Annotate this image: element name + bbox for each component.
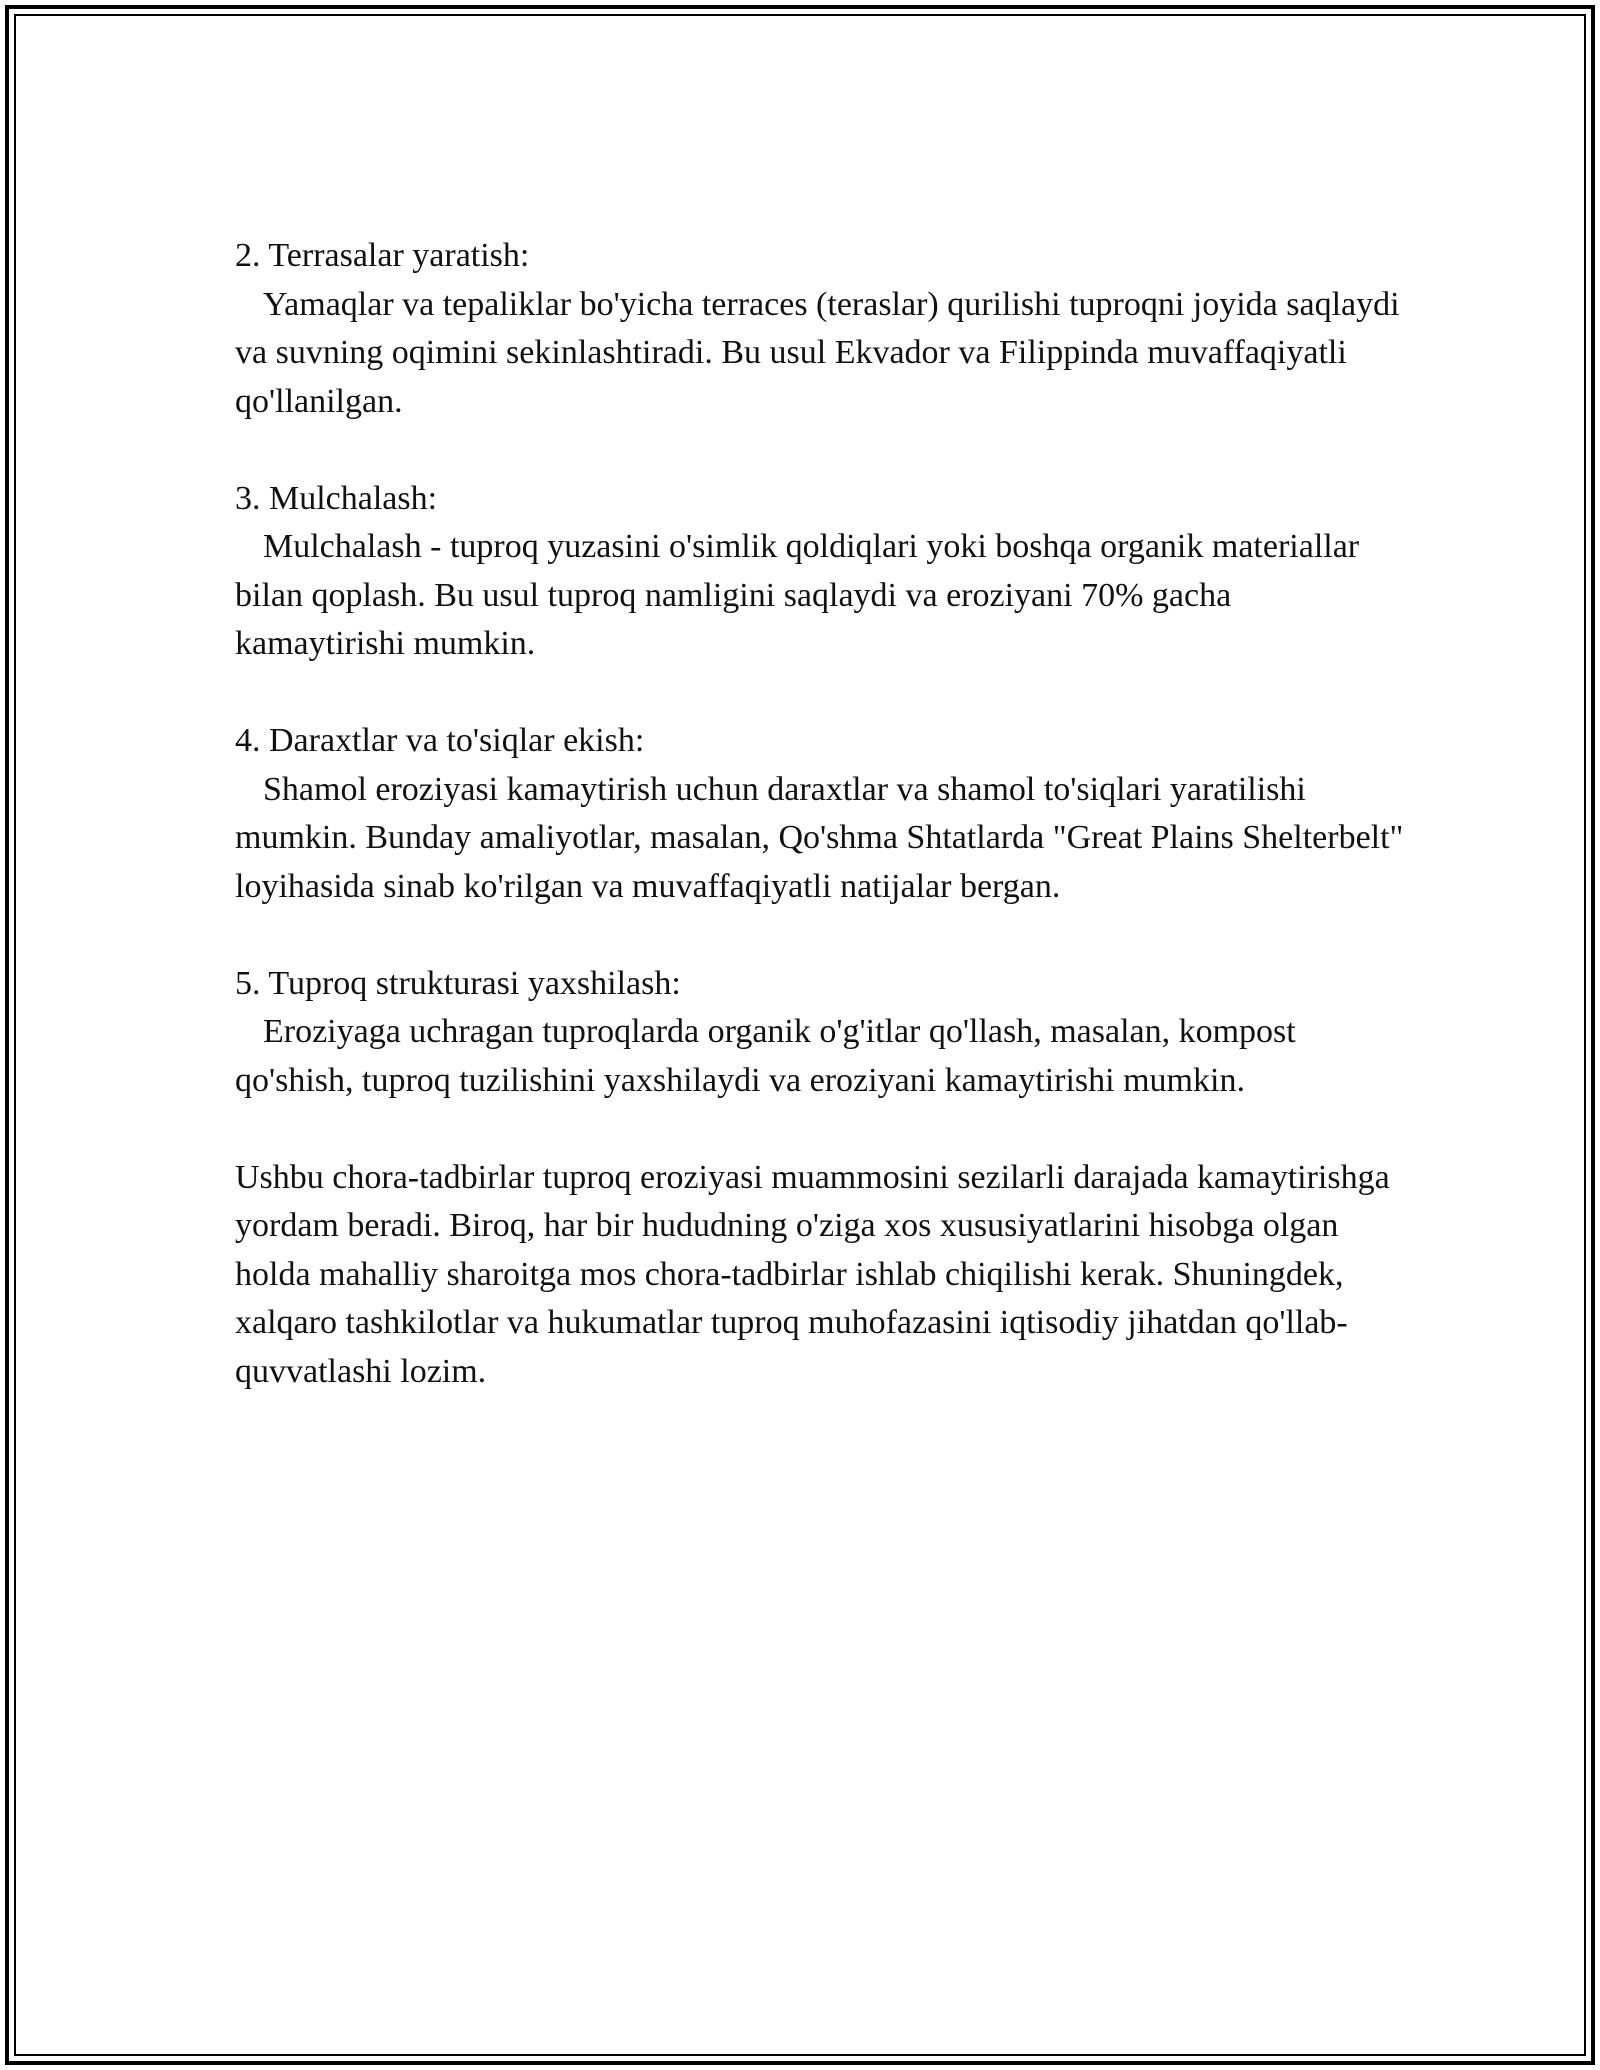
section-heading: 2. Terrasalar yaratish: [235, 237, 530, 274]
section-trees-windbreaks [235, 717, 1405, 911]
section-text: Shamol eroziyasi kamaytirish uchun daraxtlar va shamol to'siqlari yaratilishi mumkin. Bunday amaliyotlar, masalan, Qo'shma Shtatlarda "Great Plains Shelterbelt" loyihasida sinab ko'rilgan va muvaffaqiyatli natijalar bergan. [235, 770, 1404, 905]
section-heading: 3. Mulchalash: [235, 479, 438, 517]
section-text: Mulchalash - tuproq yuzasini o'simlik qoldiqlari yoki boshqa organik materiallar bilan qoplash. Bu usul tuproq namligini saqlaydi va eroziyani 70% gacha kamaytirishi mumkin. [235, 528, 1360, 662]
section-terraces [235, 232, 1405, 426]
section-heading: 4. Daraxtlar va to'siqlar ekish: [235, 722, 645, 759]
section-text: Yamaqlar va tepaliklar bo'yicha terraces (teraslar) qurilishi tuproqni joyida saqlaydi va suvning oqimini sekinlashtiradi. Bu usul Ekvador va Filippinda muvaffaqiyatli qo'llanilgan. [235, 285, 1400, 420]
section-heading: 5. Tuproq strukturasi yaxshilash: [235, 964, 681, 1002]
section-soil-structure [235, 960, 1405, 1106]
conclusion-paragraph: Ushbu chora-tadbirlar tuproq eroziyasi muammosini sezilarli darajada kamaytirishga yordam beradi. Biroq, har bir hududning o'ziga xos xususiyatlarini hisobga olgan holda mahalliy sharoitga mos chora-tadbirlar ishlab chiqilishi kerak. Shuningdek, xalqaro tashkilotlar va hukumatlar tuproq muhofazasini iqtisodiy jihatdan qo'llab-quvvatlashi lozim. [235, 1158, 1390, 1390]
section-text: Eroziyaga uchragan tuproqlarda organik o'g'itlar qo'llash, masalan, kompost qo'shish, tuproq tuzilishini yaxshilaydi va eroziyani kamaytirishi mumkin. [235, 1013, 1296, 1099]
section-mulching [235, 475, 1405, 669]
document-body [235, 232, 1405, 1396]
